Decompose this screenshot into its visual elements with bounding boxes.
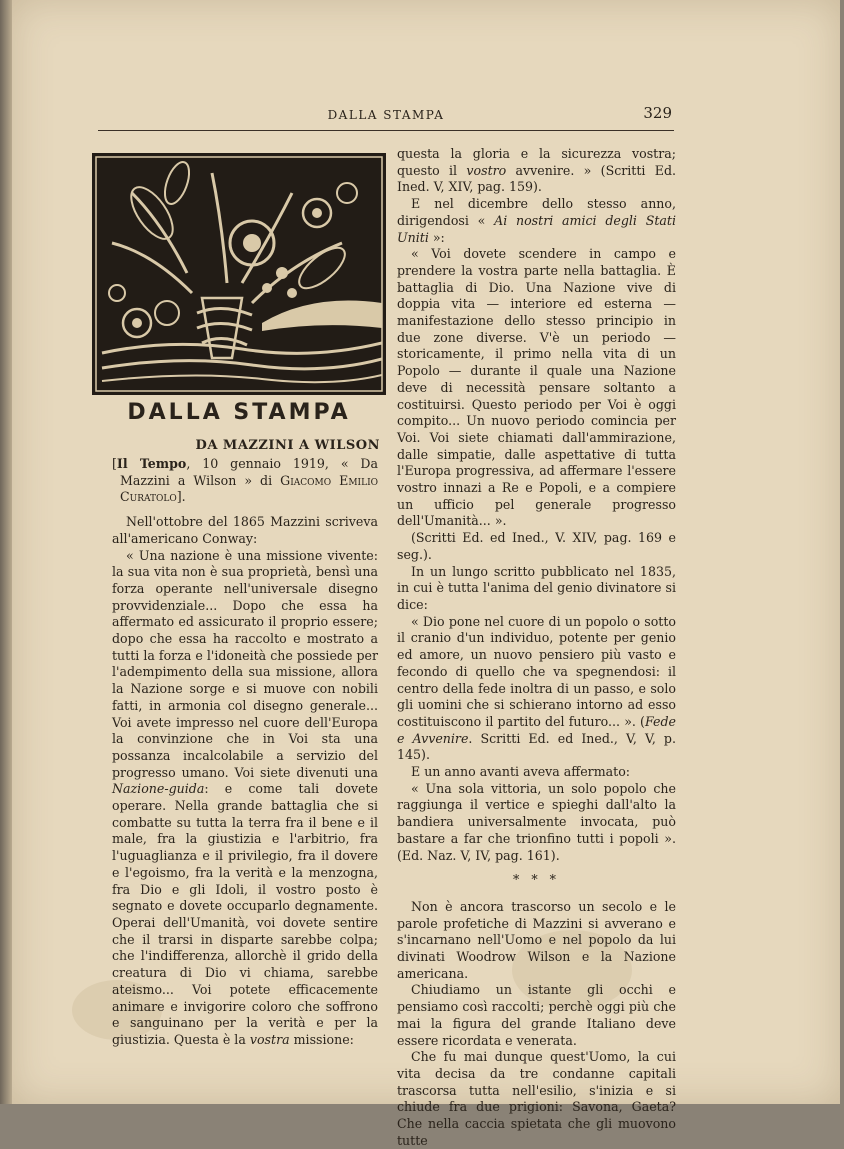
text-run: questa la gloria e la sicurezza vostra; questo il bbox=[397, 146, 676, 178]
woodcut-flower-bouquet-icon bbox=[92, 153, 386, 395]
text-run: avvenire. » (Scritti Ed. Ined. V, XIV, pag. 159). bbox=[397, 162, 677, 195]
article-title: DA MAZZINI A WILSON bbox=[195, 438, 380, 453]
running-head bbox=[98, 106, 674, 131]
citation: (Scritti Ed. ed Ined., V. XIV, pag. 169 e seg.). bbox=[397, 530, 676, 562]
paragraph: Non è ancora trascorso un secolo e le parole profetiche di Mazzini si avverano e s'incarnano nell'Uomo e nel popolo da lui divinati Woodrow Wilson e la Nazione americana. bbox=[397, 898, 676, 981]
paragraph bbox=[397, 146, 676, 196]
text-run: missione: bbox=[289, 1031, 354, 1047]
quote-paragraph bbox=[112, 548, 378, 1049]
italic-run: vostro bbox=[466, 162, 507, 178]
paragraph bbox=[397, 196, 676, 246]
paragraph: Chiudiamo un istante gli occhi e pensiamo così raccolti; perchè oggi più che mai la figura del grande Italiano deve essere ricordata e venerata. bbox=[397, 982, 676, 1048]
left-column bbox=[112, 456, 378, 1049]
quote-paragraph bbox=[397, 614, 676, 764]
source-paper: Il Tempo bbox=[116, 456, 187, 471]
source-author: Giacomo Emilio Curatolo bbox=[120, 472, 378, 505]
text-run: E nel dicembre dello stesso anno, dirigendosi « bbox=[397, 196, 676, 228]
woodcut-illustration bbox=[92, 153, 386, 395]
text-run: . Scritti Ed. ed Ined., V, V, p. 145). bbox=[397, 730, 676, 763]
paragraph: Nell'ottobre del 1865 Mazzini scriveva all'americano Conway: bbox=[112, 514, 378, 546]
paragraph: E un anno avanti aveva affermato: bbox=[411, 764, 631, 780]
running-title: DALLA STAMPA bbox=[327, 108, 445, 122]
italic-run: vostra bbox=[249, 1031, 290, 1047]
paragraph: Che fu mai dunque quest'Uomo, la cui vita decisa da tre condanne capitali trascorsa tutta nell'esilio, s'inizia e si chiude fra due prigioni: Savona, Gaeta? Che nella caccia spietata che gli muovono tutte bbox=[397, 1049, 676, 1148]
binding-edge bbox=[0, 0, 12, 1104]
source-end: ]. bbox=[176, 489, 186, 505]
italic-run: Nazione-guida bbox=[112, 781, 205, 797]
right-column bbox=[397, 146, 676, 1149]
text-run: : e come tali dovete operare. Nella grande battaglia che si combatte su tutta la terra fra il bene e il male, fra la giustizia e l'arbitrio, fra l'uguaglianza e il privilegio, fra il dovere e l'egoismo, fra la verità e la menzogna, fra Dio e gli Idoli, il vostro posto è segnato e dovete occuparlo degnamente. Operai dell'Umanità, voi dovete sentire che il trarsi in disparte sarebbe colpa; che l'indifferenza, allorchè il grido della creatura di Dio vi chiama, sarebbe ateismo... Voi potete efficacemente animare e invigorire coloro che soffrono e sanguinano per la verità e per la giustizia. Questa è la bbox=[112, 781, 378, 1047]
paragraph: In un lungo scritto pubblicato nel 1835, in cui è tutta l'anima del genio divinatore si dice: bbox=[397, 563, 676, 612]
text-run: « Dio pone nel cuore di un popolo o sotto il cranio d'un individuo, potente per genio ed amore, un nuovo pensiero più vasto e fecondo di quello che va spegnendosi: il centro della fede inoltra di un passo, e solo gli uomini che si schierano intorno ad esso costituiscono il partito del futuro... ». ( bbox=[397, 613, 676, 729]
text-run: »: bbox=[428, 229, 445, 245]
quote-paragraph: « Voi dovete scendere in campo e prendere la vostra parte nella battaglia. È battaglia di Dio. Una Nazione vive di doppia vita — interiore ed esterna — manifestazione dello stesso principio in due zone diverse. V'è un periodo — storicamente, il primo nella vita di un Popolo — durante il quale una Nazione deve di necessità pensare soltanto a costituirsi. Questo periodo per Voi è oggi compito... Un nuovo periodo comincia per Voi. Voi siete chiamati dall'ammirazione, dalle simpatie, dalle aspettative di tutta l'Europa progressiva, ad affermare l'essere vostro innazi a Re e Popoli, e a compiere un ufficio pel generale progresso dell'Umanità... ». bbox=[397, 246, 676, 529]
source-citation: [Il Tempo, 10 gennaio 1919, « Da Mazzini a Wilson » di Giacomo Emilio Curatolo]. bbox=[112, 456, 379, 505]
italic-run: Ai nostri amici degli Stati Uniti bbox=[397, 212, 676, 245]
quote-paragraph: « Una sola vittoria, un solo popolo che raggiunga il vertice e spieghi dall'alto la bandiera universalmente invocata, può bastare a far che trionfino tutti i popoli ». (Ed. Naz. V, IV, pag. 161). bbox=[397, 780, 676, 863]
source-date: , 10 gennaio 1919, « Da Mazzini a Wilson » di bbox=[120, 456, 379, 488]
section-title: DALLA STAMPA bbox=[127, 400, 351, 425]
section-separator: * * * bbox=[513, 872, 560, 888]
text-run: « Una nazione è una missione vivente: la sua vita non è sua proprietà, bensì una forza operante nell'universale disegno provvidenziale... Dopo che essa ha affermato ed assicurato il proprio essere; dopo che essa ha raccolto e mostrato a tutti la forza e l'idoneità che possiede per l'adempimento della sua missione, allora la Nazione sorge e si muove con nobili fatti, in armonia col disegno generale... Voi avete impresso nel cuore dell'Europa la convinzione che in Voi sta una possanza incalcolabile a servizio del progresso umano. Voi siete divenuti una bbox=[112, 547, 378, 780]
page-number: 329 bbox=[643, 104, 672, 122]
italic-run: Fede e Avvenire bbox=[397, 713, 676, 746]
